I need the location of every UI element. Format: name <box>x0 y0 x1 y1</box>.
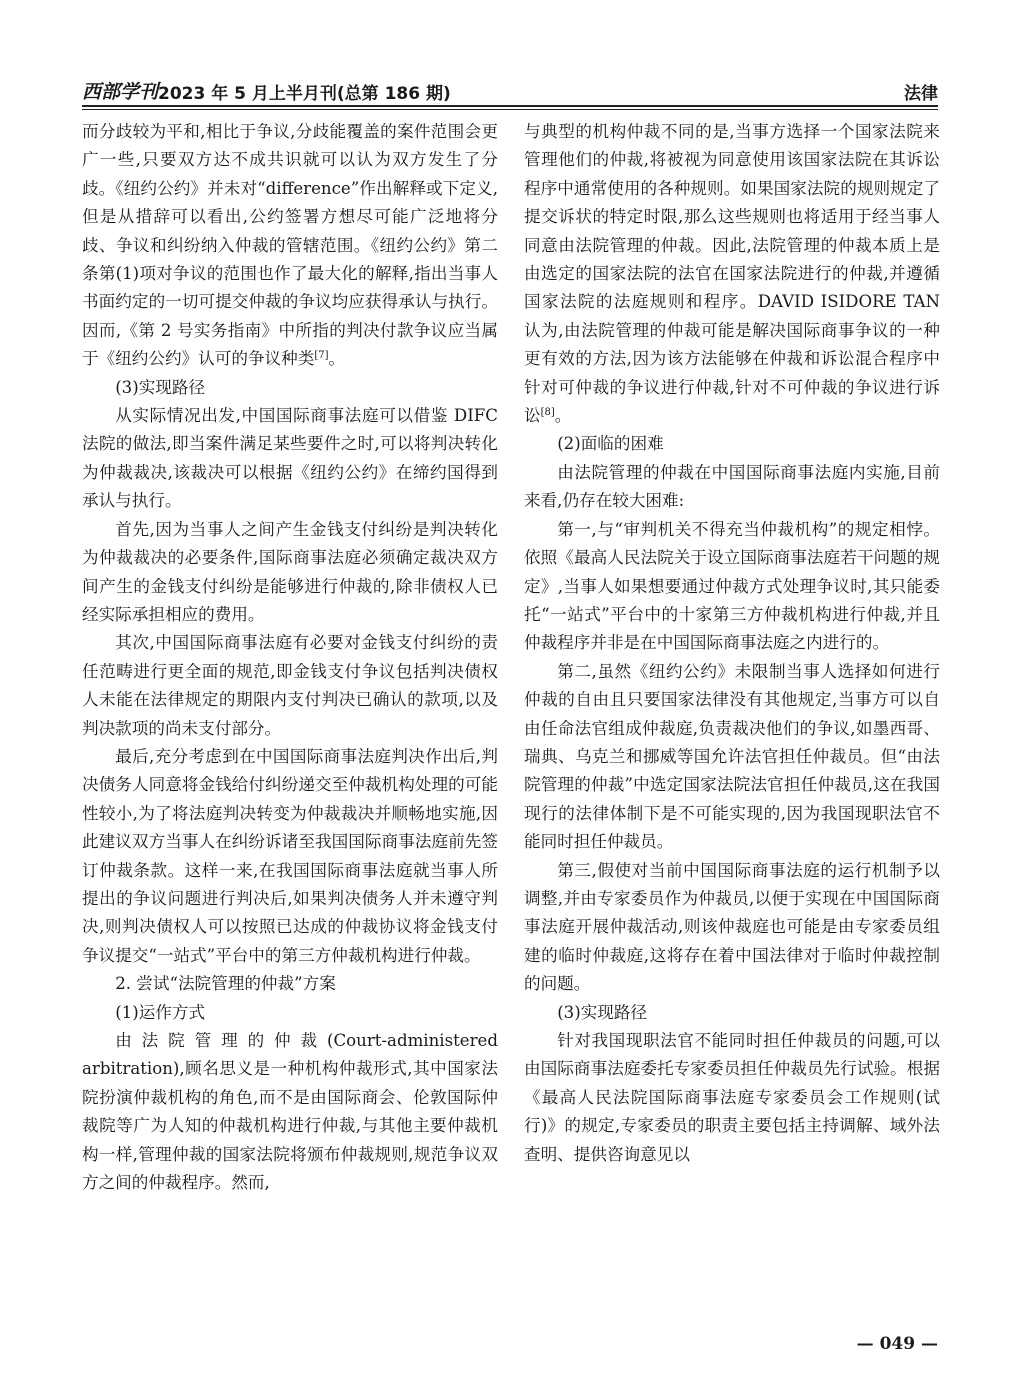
citation-ref: [8] <box>540 407 555 419</box>
subsection-heading: (2)面临的困难 <box>557 434 664 454</box>
paragraph: 针对我国现职法官不能同时担任仲裁员的问题,可以由国际商事法庭委托专家委员担任仲裁员先行试验。根据《最高人民法院国际商事法庭专家委员会工作规则(试行)》的规定,专家委员的职责主要包括主持调解、域外法查明、提供咨询意见以 <box>524 1031 940 1164</box>
subsection-heading: (1)运作方式 <box>115 1002 206 1022</box>
paragraph: 首先,因为当事人之间产生金钱支付纠纷是判决转化为仲裁裁决的必要条件,国际商事法庭必须确定裁决双方间产生的金钱支付纠纷是能够进行仲裁的,除非债权人已经实际承担相应的费用。 <box>82 519 498 624</box>
header-rule <box>82 105 938 107</box>
paragraph: 从实际情况出发,中国国际商事法庭可以借鉴 DIFC 法院的做法,即当案件满足某些要件之时,可以将判决转化为仲裁裁决,该裁决可以根据《纽约公约》在缔约国得到承认与执行。 <box>82 406 498 511</box>
subsection-heading: (3)实现路径 <box>557 1002 648 1022</box>
section-heading: 2. 尝试“法院管理的仲裁”方案 <box>115 974 336 994</box>
paragraph: 由法院管理的仲裁在中国国际商事法庭内实施,目前来看,仍存在较大困难: <box>524 462 940 511</box>
paragraph: 第二,虽然《纽约公约》未限制当事人选择如何进行仲裁的自由且只要国家法律没有其他规定,当事方可以自由任命法官组成仲裁庭,负责裁决他们的争议,如墨西哥、瑞典、乌克兰和挪威等国允许法官担任仲裁员。但“由法院管理的仲裁”中选定国家法院法官担任仲裁员,这在我国现行的法律体制下是不可能实现的,因为我国现职法官不能同时担任仲裁员。 <box>524 661 940 852</box>
paragraph: 其次,中国国际商事法庭有必要对金钱支付纠纷的责任范畴进行更全面的规范,即金钱支付争议包括判决债权人未能在法律规定的期限内支付判决已确认的款项,以及判决款项的尚未支付部分。 <box>82 633 498 738</box>
paragraph: 而分歧较为平和,相比于争议,分歧能覆盖的案件范围会更广一些,只要双方达不成共识就可以认为双方发生了分歧。《纽约公约》并未对“difference”作出解释或下定义,但是从措辞可以看出,公约签署方想尽可能广泛地将分歧、争议和纠纷纳入仲裁的管辖范围。《纽约公约》第二条第(1)项对争议的范围也作了最大化的解释,指出当事人书面约定的一切可提交仲裁的争议均应获得承认与执行。因而,《第 2 号实务指南》中所指的判决付款争议应当属于《纽约公约》认可的争议种类[7]。 <box>82 122 498 369</box>
page-number: — 049 — <box>856 1334 938 1354</box>
left-column <box>82 118 498 1197</box>
paragraph: 第一,与“审判机关不得充当仲裁机构”的规定相悖。依照《最高人民法院关于设立国际商事法庭若干问题的规定》,当事人如果想要通过仲裁方式处理争议时,其只能委托“一站式”平台中的十家第三方仲裁机构进行仲裁,并且仲裁程序并非是在中国国际商事法庭之内进行的。 <box>524 519 940 653</box>
citation-ref: [7] <box>314 350 329 362</box>
section-label: 法律 <box>904 84 938 104</box>
right-column <box>524 118 940 1169</box>
journal-logo: 西部学刊 <box>82 81 159 103</box>
running-header <box>82 70 938 104</box>
paragraph: 最后,充分考虑到在中国国际商事法庭判决作出后,判决债务人同意将金钱给付纠纷递交至仲裁机构处理的可能性较小,为了将法庭判决转变为仲裁裁决并顺畅地实施,因此建议双方当事人在纠纷诉诸至我国国际商事法庭前先签订仲裁条款。这样一来,在我国国际商事法庭就当事人所提出的争议问题进行判决后,如果判决债务人并未遵守判决,则判决债权人可以按照已达成的仲裁协议将金钱支付争议提交“一站式”平台中的第三方仲裁机构进行仲裁。 <box>82 746 498 965</box>
paragraph: 由法院管理的仲裁(Court-administered arbitration),顾名思义是一种机构仲裁形式,其中国家法院扮演仲裁机构的角色,而不是由国际商会、伦敦国际仲裁院等广为人知的仲裁机构进行仲裁,与其他主要仲裁机构一样,管理仲裁的国家法院将颁布仲裁规则,规范争议双方之间的仲裁程序。然而, <box>82 1031 498 1193</box>
header-rule-thin <box>82 109 938 110</box>
paragraph: 第三,假使对当前中国国际商事法庭的运行机制予以调整,并由专家委员作为仲裁员,以便于实现在中国国际商事法庭开展仲裁活动,则该仲裁庭也可能是由专家委员组建的临时仲裁庭,这将存在着中国法律对于临时仲裁控制的问题。 <box>524 860 940 994</box>
paragraph: 与典型的机构仲裁不同的是,当事方选择一个国家法院来管理他们的仲裁,将被视为同意使用该国家法院在其诉讼程序中通常使用的各种规则。如果国家法院的规则规定了提交诉状的特定时限,那么这些规则也将适用于经当事人同意由法院管理的仲裁。因此,法院管理的仲裁本质上是由选定的国家法院的法官在国家法院进行的仲裁,并遵循国家法院的法庭规则和程序。DAVID ISIDORE TAN 认为,由法院管理的仲裁可能是解决国际商事争议的一种更有效的方法,因为该方法能够在仲裁和诉讼混合程序中针对可仲裁的争议进行仲裁,针对不可仲裁的争议进行诉讼[8]。 <box>524 122 940 426</box>
issue-info: 2023 年 5 月上半月刊(总第 186 期) <box>158 84 451 104</box>
journal-info <box>82 77 451 104</box>
subsection-heading: (3)实现路径 <box>115 377 206 397</box>
